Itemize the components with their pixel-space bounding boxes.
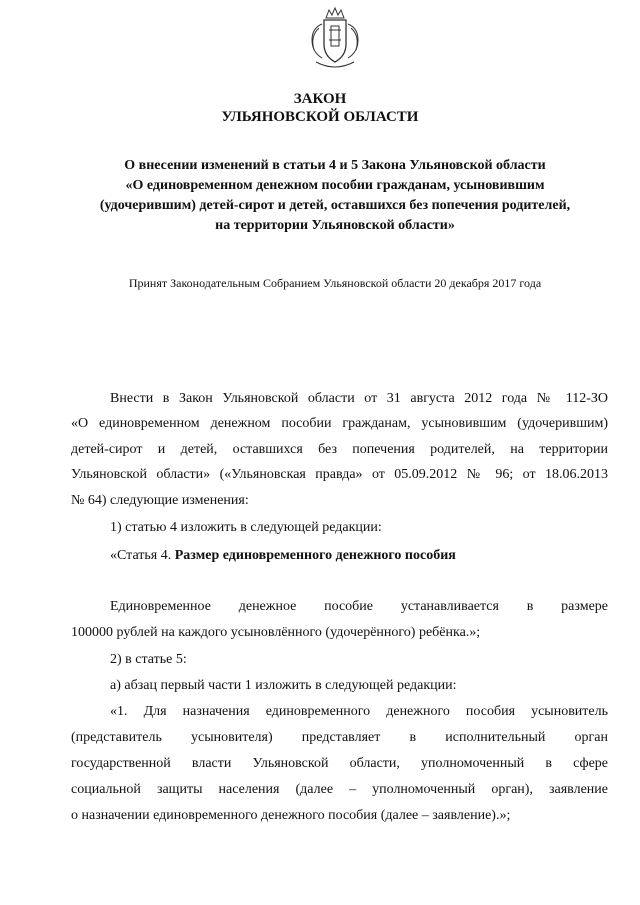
quote-line: социальной защиты населения (далее – уполномоченный орган), заявление (71, 782, 608, 797)
region-title: УЛЬЯНОВСКОЙ ОБЛАСТИ (221, 109, 419, 125)
law-title: ЗАКОН (293, 91, 347, 107)
coat-of-arms-emblem (302, 6, 368, 74)
item-2a: а) абзац первый части 1 изложить в следующей редакции: (110, 678, 457, 693)
quote-line: «1. Для назначения единовременного денежного пособия усыновитель (110, 704, 608, 719)
quote-line: (представитель усыновителя) представляет в исполнительный орган (71, 730, 608, 745)
subject-line: О внесении изменений в статьи 4 и 5 Закона Ульяновской области (124, 158, 546, 173)
article-4-prefix: «Статья 4. (110, 548, 175, 563)
intro-line: № 64) следующие изменения: (71, 493, 249, 508)
article-4-title: Размер единовременного денежного пособия (174, 548, 456, 563)
quote-line: государственной власти Ульяновской области, уполномоченный в сфере (71, 756, 608, 771)
intro-line: Внести в Закон Ульяновской области от 31 августа 2012 года № 112-ЗО (110, 391, 608, 406)
subject-line: «О единовременном денежном пособии гражданам, усыновившим (125, 178, 545, 193)
intro-line: Ульяновской области» («Ульяновская правда» от 05.09.2012 № 96; от 18.06.2013 (71, 467, 608, 482)
article-4-text-line: 100000 рублей на каждого усыновлённого (удочерённого) ребёнка.»; (71, 625, 481, 640)
article-4-heading (110, 546, 640, 566)
quote-line: о назначении единовременного денежного пособия (далее – заявление).»; (71, 808, 511, 823)
adoption-note: Принят Законодательным Собранием Ульяновской области 20 декабря 2017 года (128, 276, 542, 290)
law-subject (60, 156, 610, 236)
intro-line: детей-сирот и детей, оставшихся без попечения родителей, на территории (71, 442, 608, 457)
item-1: 1) статью 4 изложить в следующей редакции: (110, 520, 382, 535)
item-2: 2) в статье 5: (110, 652, 187, 667)
subject-line: (удочерившим) детей-сирот и детей, оставшихся без попечения родителей, (99, 198, 571, 213)
intro-line: «О единовременном денежном пособии гражданам, усыновившим (удочерившим) (71, 416, 608, 431)
subject-line: на территории Ульяновской области» (215, 218, 455, 233)
article-4-text-line: Единовременное денежное пособие устанавливается в размере (110, 599, 608, 614)
